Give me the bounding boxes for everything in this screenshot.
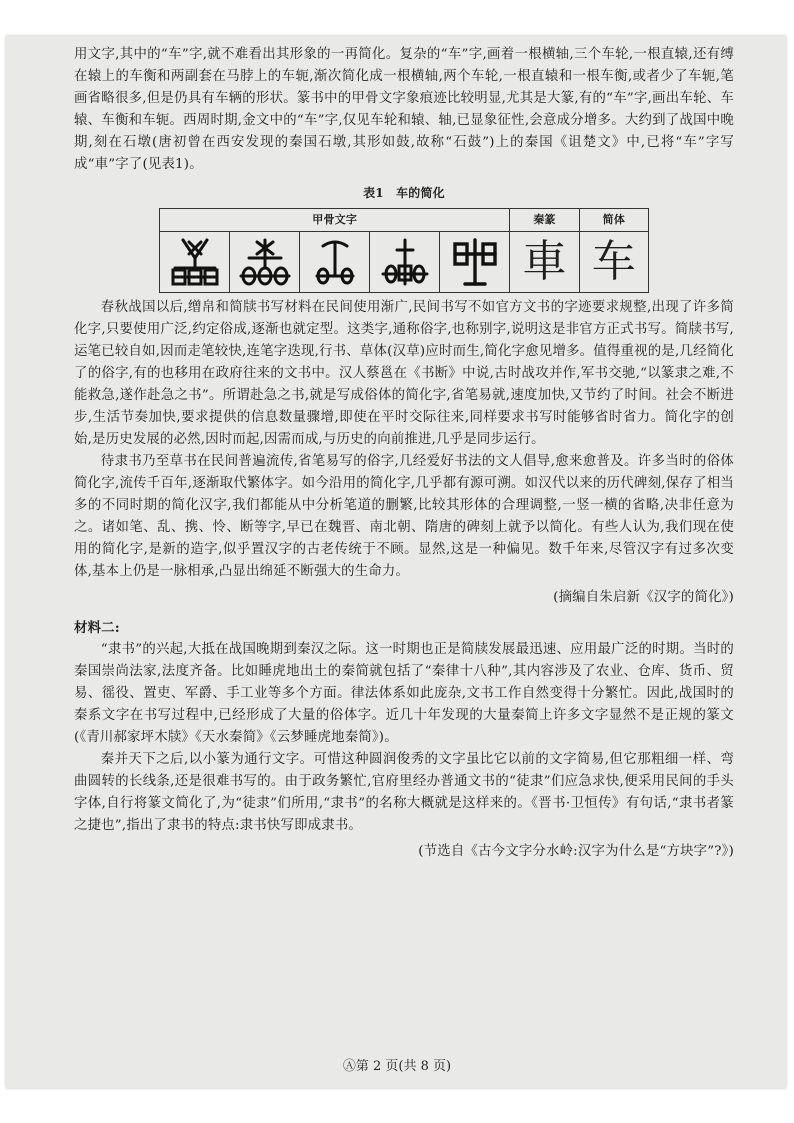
material-two-heading: 材料二:: [74, 620, 120, 636]
oracle-cart-glyph-2: [237, 236, 293, 288]
simplified-cell: [579, 232, 648, 293]
seal-script-char: 車: [522, 236, 567, 287]
oracle-cart-glyph-4: [377, 236, 433, 288]
page-number-footer: Ⓐ第 2 页(共 8 页): [342, 1059, 452, 1074]
oracle-glyph-3: [300, 232, 370, 293]
header-oracle-bone: 甲骨文字: [160, 209, 510, 232]
header-seal-script: 秦篆: [510, 209, 579, 232]
oracle-glyph-5: [440, 232, 510, 293]
oracle-cart-glyph-1: [167, 236, 223, 288]
paragraph-clerical-script: 待隶书乃至草书在民间普遍流传,省笔易写的俗字,几经爱好书法的文人倡导,愈来愈普及。许多当时的俗体简化字,流传千百年,逐渐取代繁体字。如今沿用的简化字,几乎都有源可溯。如汉代以来的历代碑刻,保存了相当多的不同时期的简化汉字,我们都能从中分析笔道的删繁,比较其形体的合理调整,一竖一横的省略,决非任意为之。诸如笔、乱、携、怜、断等字,早已在魏晋、南北朝、隋唐的碑刻上就予以简化。有些人认为,我们现在使用的简化字,是新的造字,似乎置汉字的古老传统于不顾。显然,这是一种偏见。数千年来,尽管汉字有过多次变体,基本上仍是一脉相承,凸显出绵延不断强大的生命力。: [74, 454, 734, 579]
seal-script-cell: [510, 232, 579, 293]
char-simplification-table: [159, 208, 649, 293]
paragraph-qin-unification: 秦并天下之后,以小篆为通行文字。可惜这种圆润俊秀的文字虽比它以前的文字简易,但它那粗细一样、弯曲圆转的长线条,还是很难书写的。由于政务繁忙,官府里经办普通文书的“徒隶”们应急求快,便采用民间的手头字体,自行将篆文简化了,为“徒隶”们所用,“隶书”的名称大概就是这样来的。《晋书·卫恒传》有句话,“隶书者篆之捷也”,指出了隶书的特点:隶书快写即成隶书。: [74, 752, 734, 833]
simplified-char: 车: [591, 236, 636, 287]
source-citation-1: (摘编自朱启新《汉字的简化》): [553, 590, 734, 605]
oracle-cart-glyph-3: [307, 236, 363, 288]
document-body: [74, 44, 734, 869]
paragraph-lishu-rise: “隶书”的兴起,大抵在战国晚期到秦汉之际。这一时期也正是简牍发展最迅速、应用最广泛的时期。当时的秦国崇尚法家,法度齐备。比如睡虎地出土的秦简就包括了“秦律十八种”,其内容涉及了农业、仓库、货币、贸易、徭役、置吏、军爵、手工业等多个方面。律法体系如此庞杂,文书工作自然变得十分繁忙。因此,战国时的秦系文字在书写过程中,已经形成了大量的俗体字。近几十年发现的大量秦简上许多文字显然不是正规的篆文(《青川郝家坪木牍》《天水秦简》《云梦睡虎地秦简》)。: [74, 642, 734, 745]
oracle-cart-glyph-5: [447, 236, 503, 288]
oracle-glyph-1: [160, 232, 230, 293]
source-citation-2: (节选自《古今文字分水岭:汉字为什么是“方块字”?》): [418, 844, 734, 859]
table-title: 表1 车的简化: [363, 186, 445, 200]
header-simplified: 简体: [579, 209, 648, 232]
paragraph-intro: 用文字,其中的“车”字,就不难看出其形象的一再简化。复杂的“车”字,画着一根横轴,三个车轮,一根直辕,还有缚在辕上的车衡和两副套在马脖上的车轭,渐次简化成一根横轴,两个车轮,一根直辕和一根车衡,或者少了车轭,笔画省略很多,但是仍具有车辆的形状。篆书中的甲骨文字象痕迹比较明显,尤其是大篆,有的“车”字,画出车轮、车辕、车衡和车轭。西周时期,金文中的“车”字,仅见车轮和辕、轴,已显象征性,会意成分增多。大约到了战国中晚期,刻在石墩(唐初曾在西安发现的秦国石墩,其形如鼓,故称“石鼓”)上的秦国《诅楚文》中,已将“车”字写成“車”字了(见表1)。: [74, 47, 734, 172]
oracle-glyph-4: [370, 232, 440, 293]
oracle-glyph-2: [230, 232, 300, 293]
paragraph-spring-autumn: 春秋战国以后,缯帛和简牍书写材料在民间使用渐广,民间书写不如官方文书的字迹要求规整,出现了许多简化字,只要使用广泛,约定俗成,逐渐也就定型。这类字,通称俗字,也称别字,说明这是非官方正式书写。简牍书写,运笔已较自如,因而走笔较快,连笔字迭现,行书、草体(汉草)应时而生,简化字愈见增多。值得重视的是,几经简化了的俗字,有的也移用在政府往来的文书中。汉人蔡邕在《书断》中说,古时战攻并作,军书交驰,“以篆隶之难,不能救急,遂作赴急之书”。所谓赴急之书,就是写成俗体的简化字,省笔易就,速度加快,又节约了时间。社会不断进步,生活节奏加快,要求提供的信息数量骤增,即使在平时交际往来,同样要求书写时能够省时省力。简化字的创始,是历史发展的必然,因时而起,因需而成,与历史的向前推进,几乎是同步运行。: [74, 300, 734, 447]
